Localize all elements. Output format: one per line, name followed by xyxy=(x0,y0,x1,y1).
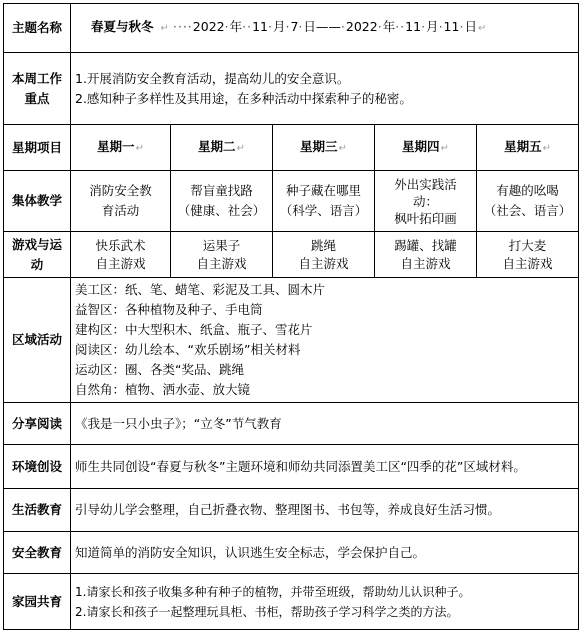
month-char-2: 月 xyxy=(426,19,439,34)
group-teaching-mon: 消防安全教 育活动 xyxy=(71,171,171,232)
games-fri: 打大麦 自主游戏 xyxy=(477,232,579,278)
day-wednesday: 星期三↵ xyxy=(273,125,375,171)
day-tuesday: 星期二↵ xyxy=(171,125,273,171)
day-char-2: 日 xyxy=(464,19,477,34)
end-day: 11 xyxy=(443,19,460,34)
focus-label: 本周工作重点 xyxy=(4,53,71,125)
areas-content xyxy=(71,278,579,403)
paragraph-mark-icon: ↵ xyxy=(135,142,144,154)
games-tue: 运果子 自主游戏 xyxy=(171,232,273,278)
start-year: 2022 xyxy=(192,19,225,34)
family-content xyxy=(71,574,579,630)
area-item: 阅读区：幼儿绘本、“欢乐剧场”相关材料 xyxy=(75,342,301,357)
family-label: 家园共育 xyxy=(4,574,71,630)
day-friday: 星期五↵ xyxy=(477,125,579,171)
games-label: 游戏与运动 xyxy=(4,232,71,278)
games-row xyxy=(4,232,579,278)
family-row xyxy=(4,574,579,630)
end-year: 2022 xyxy=(345,19,378,34)
focus-row xyxy=(4,53,579,125)
weekday-row xyxy=(4,125,579,171)
sharing-row xyxy=(4,403,579,445)
range-separator: —— xyxy=(315,19,341,34)
safety-row xyxy=(4,532,579,574)
weekday-label: 星期项目 xyxy=(4,125,71,171)
paragraph-mark-icon: ↵ xyxy=(236,142,245,154)
theme-row xyxy=(4,4,579,53)
sharing-label: 分享阅读 xyxy=(4,403,71,445)
end-month: 11 xyxy=(405,19,422,34)
theme-name: 春夏与秋冬 xyxy=(91,19,154,34)
day-thursday: 星期四↵ xyxy=(375,125,477,171)
area-item: 建构区：中大型积木、纸盒、瓶子、雪花片 xyxy=(75,322,313,337)
games-wed: 跳绳 自主游戏 xyxy=(273,232,375,278)
games-thu: 踢罐、找罐 自主游戏 xyxy=(375,232,477,278)
paragraph-mark-icon: ↵ xyxy=(477,23,487,34)
environment-content: 师生共同创设“春夏与秋冬”主题环境和师幼共同添置美工区“四季的花”区域材料。 xyxy=(71,445,579,489)
family-item: 2.请家长和孩子一起整理玩具柜、书柜，帮助孩子学习科学之类的方法。 xyxy=(75,604,459,619)
year-char: 年 xyxy=(229,19,243,34)
focus-content xyxy=(71,53,579,125)
life-row xyxy=(4,489,579,532)
focus-item: 1.开展消防安全教育活动，提高幼儿的安全意识。 xyxy=(75,70,350,86)
area-item: 益智区：各种植物及种子、手电筒 xyxy=(75,302,263,317)
environment-row xyxy=(4,445,579,489)
life-label: 生活教育 xyxy=(4,489,71,532)
weekly-plan-table xyxy=(3,3,579,630)
games-mon: 快乐武术 自主游戏 xyxy=(71,232,171,278)
sharing-content: 《我是一只小虫子》；“立冬”节气教育 xyxy=(71,403,579,445)
areas-label: 区域活动 xyxy=(4,278,71,403)
year-char-2: 年 xyxy=(382,19,396,34)
group-teaching-label: 集体教学 xyxy=(4,171,71,232)
safety-label: 安全教育 xyxy=(4,532,71,574)
start-month: 11 xyxy=(252,19,268,34)
environment-label: 环境创设 xyxy=(4,445,71,489)
paragraph-mark-icon: ↵ xyxy=(542,142,551,154)
area-item: 运动区：圈、各类“奖品、跳绳 xyxy=(75,362,244,377)
theme-and-dates: 春夏与秋冬 ↵ ····2022·年··11·月·7·日——·2022·年··11·月·11·日↵ xyxy=(71,4,579,53)
life-content: 引导幼儿学会整理，自己折叠衣物、整理图书、书包等，养成良好生活习惯。 xyxy=(71,489,579,532)
group-teaching-tue: 帮盲童找路 （健康、社会） xyxy=(171,171,273,232)
areas-row xyxy=(4,278,579,403)
paragraph-mark-icon: ↵ xyxy=(440,142,449,154)
area-item: 美工区：纸、笔、蜡笔、彩泥及工具、圆木片 xyxy=(75,282,326,297)
family-item: 1.请家长和孩子收集多种有种子的植物，并带至班级，帮助幼儿认识种子。 xyxy=(75,584,471,599)
paragraph-mark-icon: ↵ xyxy=(160,23,169,34)
group-teaching-row xyxy=(4,171,579,232)
area-item: 自然角：植物、洒水壶、放大镜 xyxy=(75,382,251,397)
group-teaching-wed: 种子藏在哪里 （科学、语言） xyxy=(273,171,375,232)
group-teaching-fri: 有趣的吆喝 （社会、语言） xyxy=(477,171,579,232)
start-day: 7 xyxy=(290,19,299,34)
month-char: 月 xyxy=(272,19,286,34)
day-monday: 星期一↵ xyxy=(71,125,171,171)
focus-item: 2.感知种子多样性及其用途，在多种活动中探索种子的秘密。 xyxy=(75,90,412,106)
theme-label: 主题名称 xyxy=(4,4,71,53)
group-teaching-thu: 外出实践活 动： 枫叶拓印画 xyxy=(375,171,477,232)
safety-content: 知道简单的消防安全知识，认识逃生安全标志，学会保护自己。 xyxy=(71,532,579,574)
day-char: 日 xyxy=(303,19,316,34)
paragraph-mark-icon: ↵ xyxy=(338,142,347,154)
